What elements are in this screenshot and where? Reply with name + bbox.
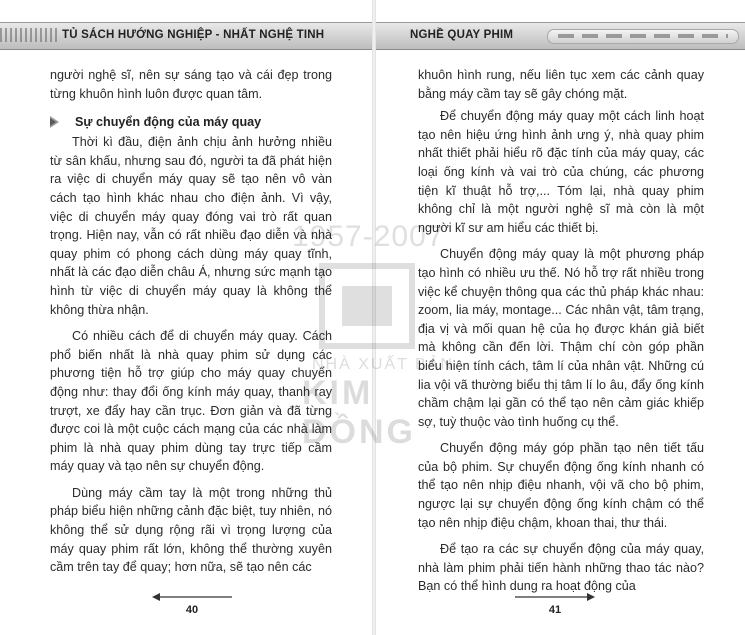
left-page-body (50, 66, 332, 577)
left-paragraph-1: Thời kì đầu, điện ảnh chịu ảnh hưởng nhiều từ sân khấu, nhưng sau đó, người ta đã phát hiện ra việc di chuyển máy quay sẽ tạo nên vô vàn cách tạo hình khác nhau cho điện ảnh. Vì vậy, việc di chuyển máy quay đóng vai trò rất quan trọng. Hiện nay, vẫn có rất nhiều đạo diễn và nhà quay phim có phong cách dùng máy quay tĩnh, nhất là các đạo diễn châu Á, nhưng sức mạnh tạo hình từ việc di chuyển máy quay là không thể không thừa nhận. (50, 135, 332, 317)
left-paragraph-2: Có nhiều cách để di chuyển máy quay. Cách phổ biến nhất là nhà quay phim sử dụng các phương tiện hỗ trợ giúp cho máy quay chuyển động như: thay đổi ống kính máy quay, thanh ray trượt, xe đẩy hay cần trục. Đơn giản và đã từng được coi là một cuộc cách mạng của các nhà làm phim là nhà quay phim dùng tay trực tiếp cầm máy quay và tạo nên sự chuyển động. (50, 329, 332, 474)
arrow-left-rule-icon (152, 592, 232, 602)
section-heading-text: Sự chuyển động của máy quay (75, 115, 262, 130)
film-strip-decoration (547, 29, 739, 44)
section-heading (50, 113, 332, 131)
right-paragraph-1: Để chuyển động máy quay một cách linh hoạt tạo nên hiệu ứng hình ảnh ưng ý, nhà quay phim nhất thiết phải hiểu rõ đặc tính của máy quay, các loại ống kính và vai trò của chúng, các phương tiện kĩ thuật hỗ trợ,... Tóm lại, nhà quay phim không chỉ là một người nghệ sĩ mà còn là một người kĩ sư am hiểu các thiết bị. (418, 109, 704, 235)
arrow-right-rule-icon (515, 592, 595, 602)
left-page-footer (152, 592, 232, 622)
right-paragraph-3: Chuyển động máy góp phần tạo nên tiết tấu của bộ phim. Sự chuyển động ống kính nhanh có thể tạo nên nhịp điệu nhanh, vội vã cho bộ phim, ngược lại sự chuyển động ống kính chậm có thể tạo nên nhịp điệu chậm, khoan thai, thư thái. (418, 441, 704, 530)
right-carryover-paragraph: khuôn hình rung, nếu liên tục xem các cảnh quay bằng máy cầm tay sẽ gây chóng mặt. (418, 68, 704, 101)
watermark-publisher: NHÀ XUẤT BẢN (312, 356, 454, 373)
arrow-bullet-icon (50, 116, 59, 128)
watermark-brand: KIM ĐỒNG (302, 374, 416, 451)
right-page-footer (515, 592, 595, 622)
series-title: TỦ SÁCH HƯỚNG NGHIỆP - NHẤT NGHỆ TINH (62, 29, 325, 41)
watermark-years: 1957-2007 (292, 220, 445, 253)
page-number: 40 (185, 604, 199, 616)
right-paragraph-2: Chuyển động máy quay là một phương pháp tạo hình có nhiều ưu thế. Nó hỗ trợ rất nhiều trong việc kể chuyện thông qua các thủ pháp khác nhau: zoom, lia máy, montage... Các nhân vật, tâm trạng, địa vị và mối quan hệ của họ được khán giả biết mà không cần đến lời. Thậm chí còn góp phần biểu hiện tính cách, tâm lí của nhân vật. Những cú lia vội vã thường biểu thị tâm lí lo âu, đẩy ống kính chầm chậm lại gần có thể tạo nên cảm giác khiếp sợ, tuỳ thuộc vào tình huống cụ thể. (418, 247, 704, 429)
right-paragraph-4: Để tạo ra các sự chuyển động của máy quay, nhà làm phim phải tiến hành những thao tác nào? Bạn có thể hình dung ra hoạt động của (418, 542, 704, 594)
left-running-header (0, 22, 372, 50)
right-running-header (376, 22, 745, 50)
header-stripes-decoration (0, 28, 58, 42)
left-paragraph-3: Dùng máy cầm tay là một trong những thủ pháp biểu hiện những cảnh đặc biệt, tuy nhiên, nó không thể sử dụng rộng rãi vì trọng lượng của máy quay phim rất lớn, không thể thường xuyên cầm trên tay để quay; hơn nữa, sẽ tạo nên các (50, 485, 332, 575)
page-number: 41 (548, 604, 562, 616)
book-title: NGHỀ QUAY PHIM (410, 29, 514, 41)
book-gutter (372, 0, 376, 635)
left-carryover-paragraph: người nghệ sĩ, nên sự sáng tạo và cái đẹp trong từng khuôn hình luôn được quan tâm. (50, 68, 332, 101)
right-page-body (418, 66, 704, 596)
